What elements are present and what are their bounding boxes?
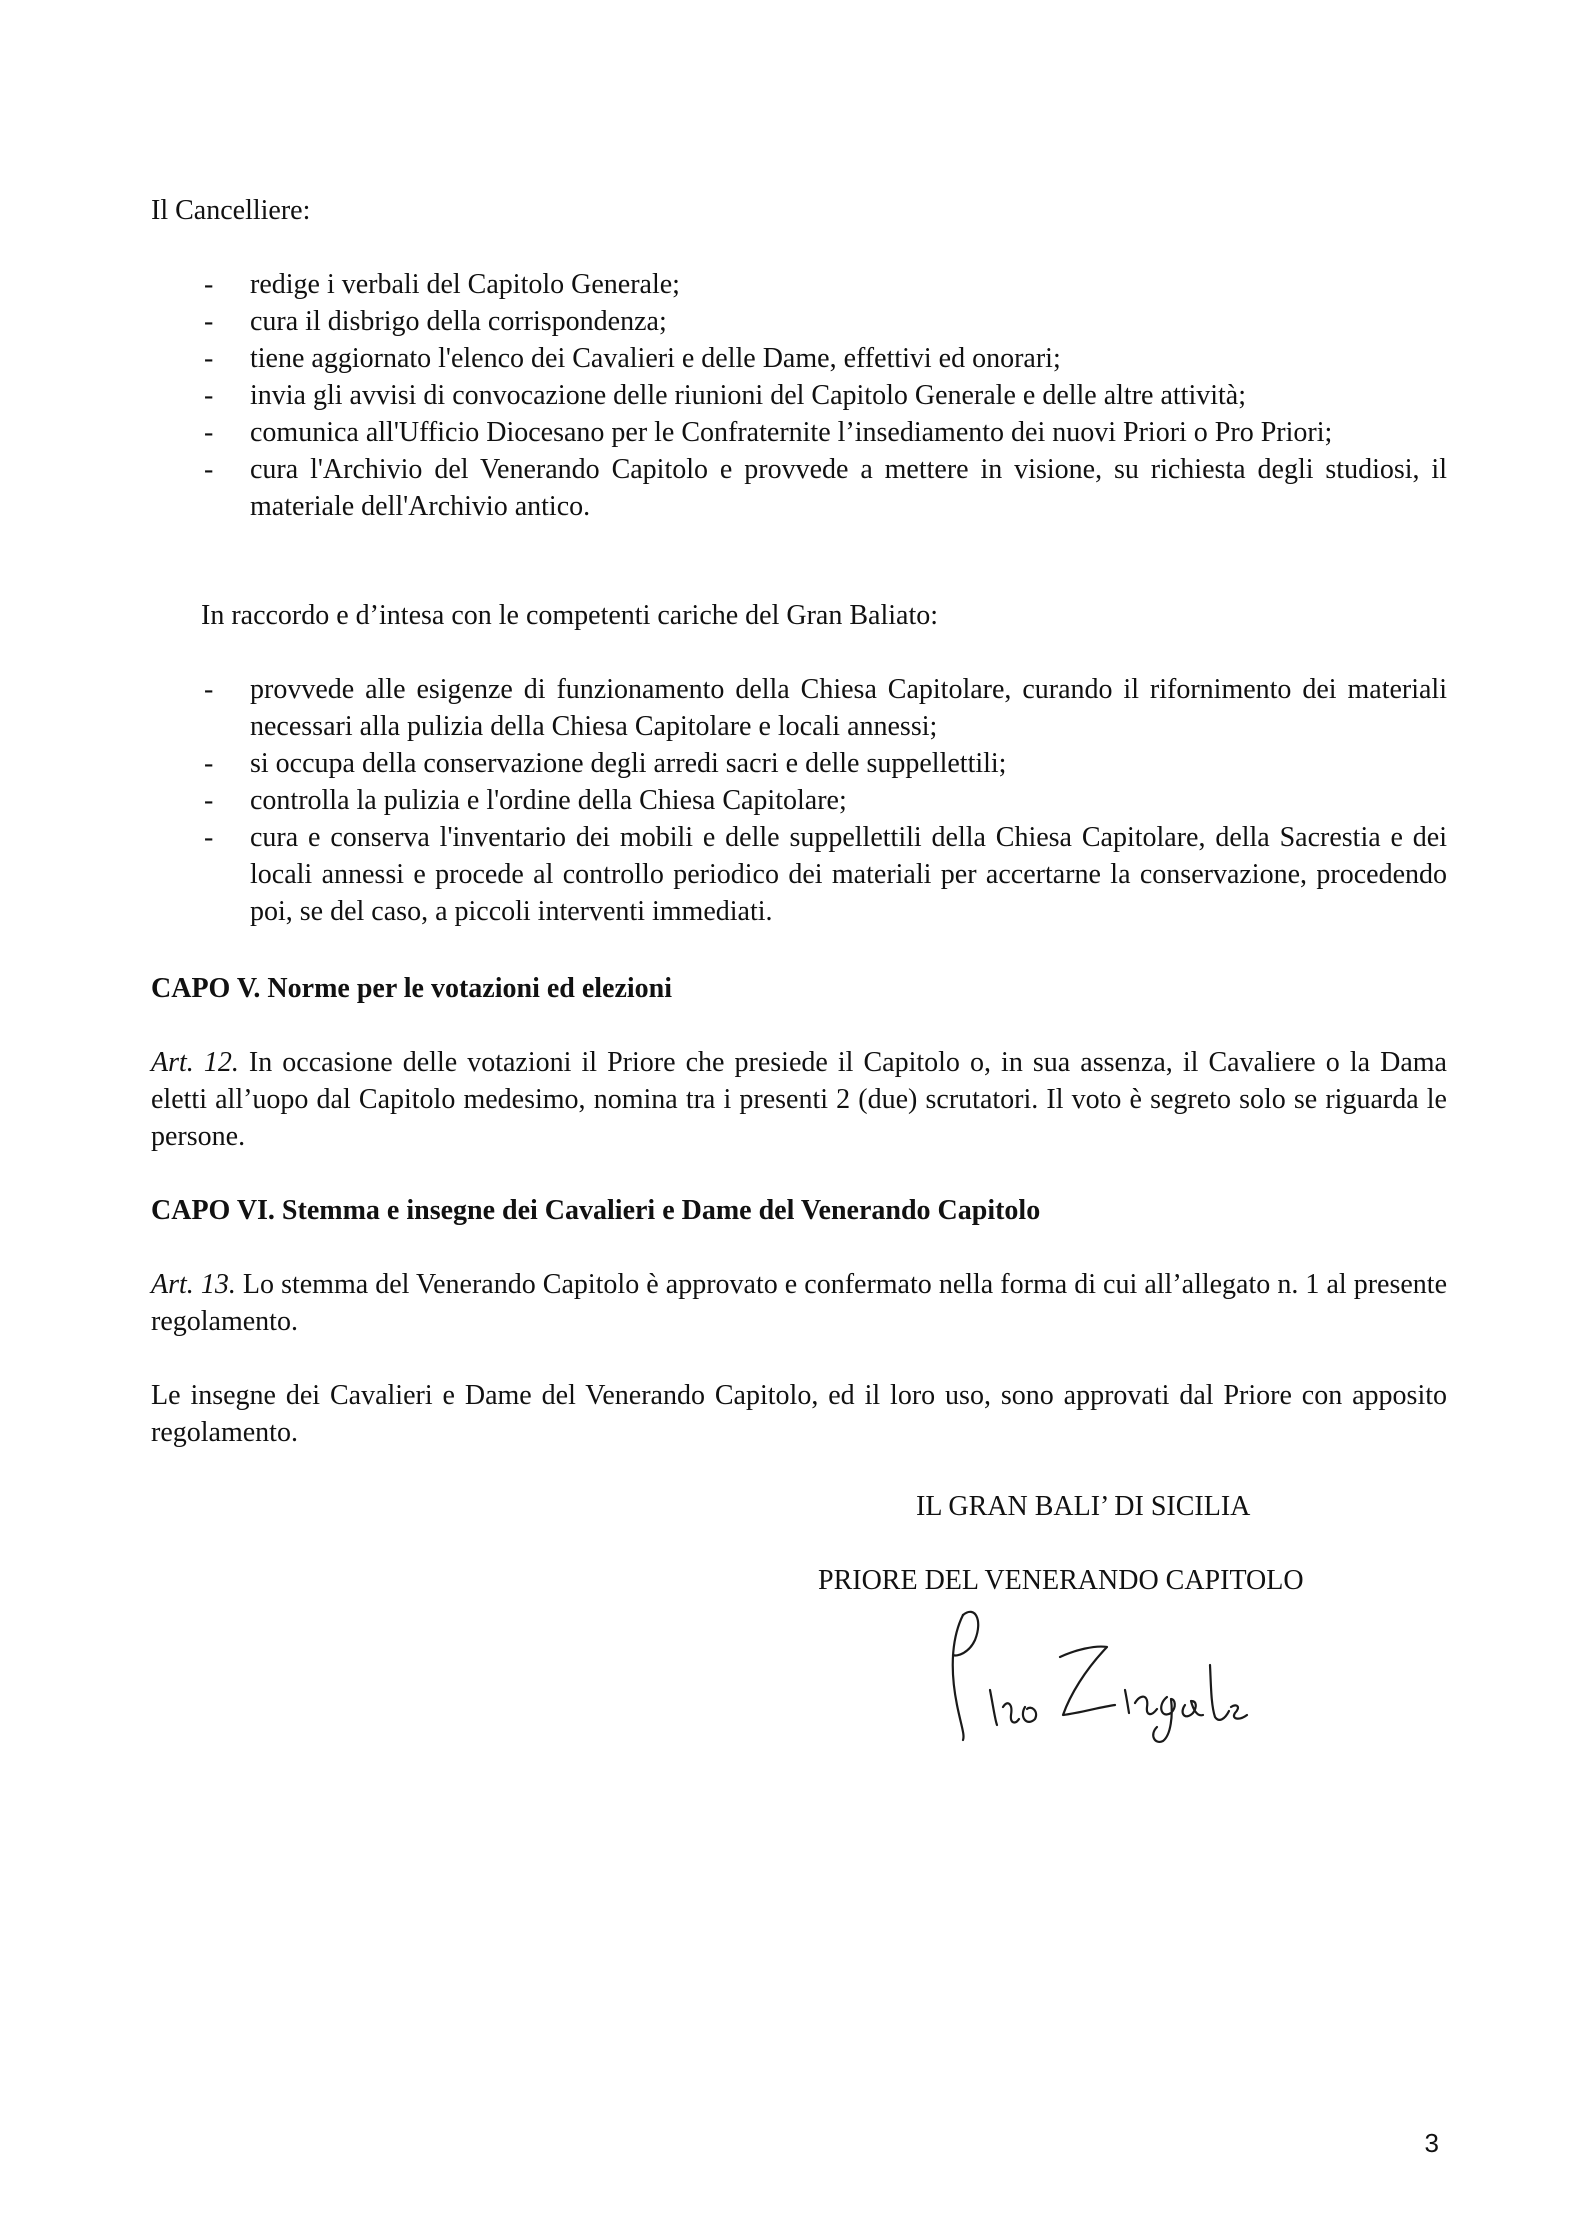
list-item: - si occupa della conservazione degli arredi sacri e delle suppellettili; — [151, 745, 1447, 782]
dash-bullet: - — [204, 822, 214, 853]
capo-vi-title: CAPO VI. Stemma e insegne dei Cavalieri e Dame del Venerando Capitolo — [151, 1195, 1041, 1226]
list-item: - comunica all'Ufficio Diocesano per le Confraternite l’insediamento dei nuovi Priori o Pro Priori; — [151, 414, 1447, 451]
signature-title-line2: PRIORE DEL VENERANDO CAPITOLO — [818, 1565, 1304, 1596]
raccordo-duties-list — [151, 671, 1447, 930]
art-12-paragraph — [151, 1044, 1447, 1155]
page-number: 3 — [1424, 2128, 1439, 2158]
list-item: - controlla la pulizia e l'ordine della Chiesa Capitolare; — [151, 782, 1447, 819]
list-item: - redige i verbali del Capitolo Generale; — [151, 266, 1447, 303]
insegne-paragraph: Le insegne dei Cavalieri e Dame del Venerando Capitolo, ed il loro uso, sono approvati dal Priore con apposito regolamento. — [151, 1380, 1447, 1448]
dash-bullet: - — [204, 454, 214, 485]
raccordo-intro: In raccordo e d’intesa con le competenti cariche del Gran Baliato: — [201, 600, 938, 631]
handwritten-signature — [935, 1595, 1255, 1745]
dash-bullet: - — [204, 343, 214, 374]
art-13-text: Lo stemma del Venerando Capitolo è approvato e confermato nella forma di cui all’allegato n. 1 al presente regolamento. — [151, 1269, 1447, 1337]
cancelliere-duties-list — [151, 266, 1447, 525]
art-12-text: In occasione delle votazioni il Priore che presiede il Capitolo o, in sua assenza, il Cavaliere o la Dama eletti all’uopo dal Capitolo medesimo, nomina tra i presenti 2 (due) scrutatori. Il voto è segreto solo se riguarda le persone. — [151, 1047, 1447, 1152]
capo-v-title: CAPO V. Norme per le votazioni ed elezioni — [151, 973, 673, 1004]
signature-title-line1: IL GRAN BALI’ DI SICILIA — [916, 1491, 1251, 1522]
list-item: - cura il disbrigo della corrispondenza; — [151, 303, 1447, 340]
art-12-label: Art. 12. — [151, 1047, 239, 1078]
dash-bullet: - — [204, 306, 214, 337]
art-13-paragraph — [151, 1266, 1447, 1340]
list-item: - tiene aggiornato l'elenco dei Cavalieri e delle Dame, effettivi ed onorari; — [151, 340, 1447, 377]
dash-bullet: - — [204, 674, 214, 705]
dash-bullet: - — [204, 748, 214, 779]
dash-bullet: - — [204, 785, 214, 816]
list-item: - cura e conserva l'inventario dei mobili e delle suppellettili della Chiesa Capitolare, della Sacrestia e dei locali annessi e procede al controllo periodico dei materiali per accertarne la conservazione, procedendo poi, se del caso, a piccoli interventi immediati. — [151, 819, 1447, 930]
list-item: - cura l'Archivio del Venerando Capitolo e provvede a mettere in visione, su richiesta degli studiosi, il materiale dell'Archivio antico. — [151, 451, 1447, 525]
dash-bullet: - — [204, 417, 214, 448]
art-13-label: Art. 13. — [151, 1269, 236, 1300]
cancelliere-heading: Il Cancelliere: — [151, 195, 311, 226]
list-item: - provvede alle esigenze di funzionamento della Chiesa Capitolare, curando il rifornimento dei materiali necessari alla pulizia della Chiesa Capitolare e locali annessi; — [151, 671, 1447, 745]
dash-bullet: - — [204, 269, 214, 300]
dash-bullet: - — [204, 380, 214, 411]
list-item: - invia gli avvisi di convocazione delle riunioni del Capitolo Generale e delle altre attività; — [151, 377, 1447, 414]
